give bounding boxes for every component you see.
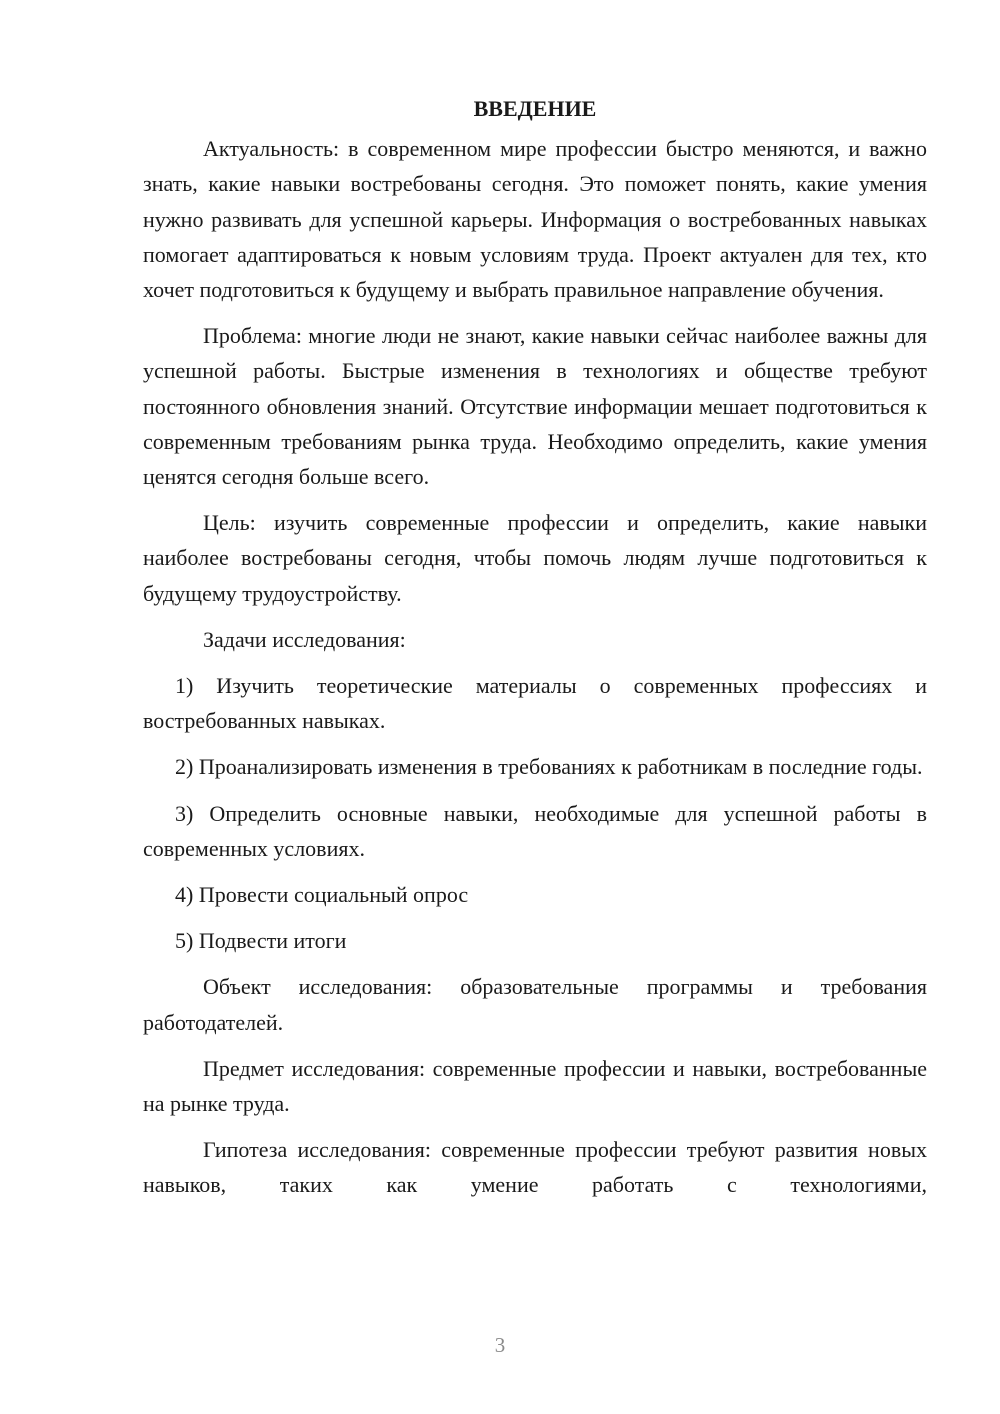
document-body bbox=[143, 91, 927, 1214]
goal-paragraph: Цель: изучить современные профессии и определить, какие навыки наиболее востребованы сегодня, чтобы помочь людям лучше подготовиться к будущему трудоустройству. bbox=[143, 510, 927, 606]
task-item: 4) Провести социальный опрос bbox=[175, 882, 469, 908]
task-item: 3) Определить основные навыки, необходимые для успешной работы в современных условиях. bbox=[143, 800, 927, 861]
object-paragraph: Объект исследования: образовательные программы и требования работодателей. bbox=[143, 974, 927, 1035]
relevance-paragraph: Актуальность: в современном мире профессии быстро меняются, и важно знать, какие навыки востребованы сегодня. Это поможет понять, какие умения нужно развивать для успешной карьеры. Информация о востребованных навыках помогает адаптироваться к новым условиям труда. Проект актуален для тех, кто хочет подготовиться к будущему и выбрать правильное направление обучения. bbox=[143, 136, 927, 303]
hypothesis-paragraph: Гипотеза исследования: современные профессии требуют развития новых навыков, таких как умение работать с технологиями, bbox=[143, 1137, 927, 1198]
tasks-heading: Задачи исследования: bbox=[203, 626, 406, 652]
task-item: 1) Изучить теоретические материалы о современных профессиях и востребованных навыках. bbox=[143, 673, 927, 734]
problem-paragraph: Проблема: многие люди не знают, какие навыки сейчас наиболее важны для успешной работы. Быстрые изменения в технологиях и обществе требуют постоянного обновления знаний. Отсутствие информации мешает подготовиться к современным требованиям рынка труда. Необходимо определить, какие умения ценятся сегодня больше всего. bbox=[143, 323, 927, 490]
task-item: 2) Проанализировать изменения в требованиях к работникам в последние годы. bbox=[175, 754, 923, 780]
page-number: 3 bbox=[494, 1333, 506, 1357]
task-item: 5) Подвести итоги bbox=[175, 928, 347, 954]
section-title: ВВЕДЕНИЕ bbox=[473, 96, 597, 121]
subject-paragraph: Предмет исследования: современные профессии и навыки, востребованные на рынке труда. bbox=[143, 1055, 927, 1117]
